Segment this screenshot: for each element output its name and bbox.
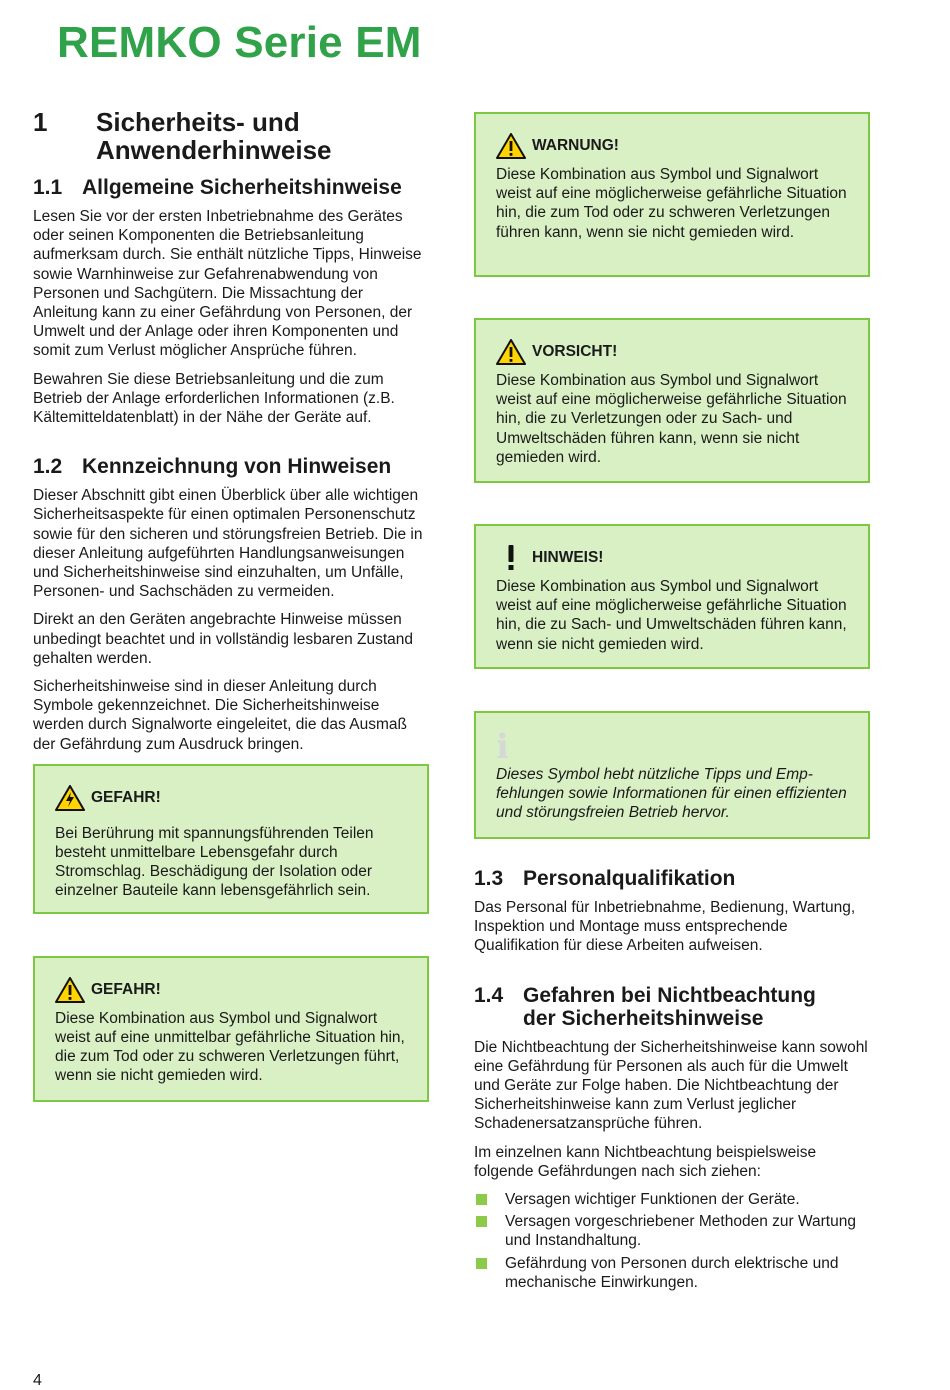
list-item: Versagen wichtiger Funktionen der Geräte. <box>474 1190 870 1209</box>
left-column <box>33 108 429 1102</box>
subsection-number: 1.3 <box>474 867 504 890</box>
notice-box <box>474 524 870 669</box>
warning-box <box>474 112 870 277</box>
box-header <box>55 784 407 812</box>
paragraph: Im einzelnen kann Nichtbeachtung beispielsweise folgende Gefährdungen nach sich ziehen: <box>474 1143 817 1180</box>
subsection-title: Kennzeichnung von Hinweisen <box>82 455 392 479</box>
box-label: GEFAHR! <box>91 788 161 806</box>
subsection-title: Allgemeine Sicherheitshinweise <box>82 176 402 199</box>
subsection-title-line2: der Sicherheitshinweise <box>523 1006 764 1030</box>
subsection-number: 1.2 <box>33 455 63 479</box>
subsection-1-2-heading <box>33 455 429 478</box>
section-title <box>96 108 332 164</box>
list-item: Gefährdung von Personen durch elektrische und mechanische Einwirkungen. <box>474 1254 870 1292</box>
paragraph: Die Nichtbeachtung der Sicherheitshinweise kann sowohl eine Gefährdung für Personen als auch für die Umwelt und Geräte zur Folge haben. Die Nichtbeachtung der Sicherheitshinweise kann zum Verlust jeglicher Schadenersatzansprüche führen. <box>474 1038 868 1133</box>
box-text: Diese Kombination aus Symbol und Signalwort weist auf eine möglicherweise gefährliche Situation hin, die zu Sach- und Umweltschäden führen kann, wenn sie nicht gemieden wird. <box>496 578 847 653</box>
exclamation-icon <box>496 544 532 572</box>
subsection-1-4-heading <box>474 984 870 1030</box>
warning-triangle-icon <box>496 132 532 160</box>
subsection-1-1-heading <box>33 176 429 199</box>
box-label: WARNUNG! <box>532 137 619 154</box>
box-header <box>496 132 848 160</box>
subsection-number: 1.1 <box>33 176 63 199</box>
subsection-title <box>523 984 816 1030</box>
subsection-1-3-heading <box>474 867 870 890</box>
box-label: HINWEIS! <box>532 549 604 566</box>
caution-box <box>474 318 870 483</box>
box-text: Bei Berührung mit spannungsführenden Teilen besteht unmittelbare Lebensgefahr durch Stromschlag. Beschädigung der Isolation oder einzelner Bauteile kann lebensgefährlich sein. <box>55 824 374 900</box>
box-text: Diese Kombination aus Symbol und Signalwort weist auf eine möglicherweise gefährliche Situation hin, die zum Tod oder zu schweren Verletzungen führen kann, wenn sie nicht gemieden wird. <box>496 166 847 241</box>
page-number: 4 <box>33 1372 42 1389</box>
electric-hazard-icon <box>55 784 91 812</box>
subsection-title: Personalqualifikation <box>523 867 736 890</box>
right-column <box>474 112 870 1295</box>
box-header <box>496 338 848 366</box>
list-item: Versagen vorgeschriebener Methoden zur Wartung und Instandhaltung. <box>474 1212 870 1250</box>
section-1-heading <box>33 108 429 164</box>
section-title-line1: Sicherheits- und <box>96 107 300 137</box>
box-header <box>55 976 407 1004</box>
info-box <box>474 711 870 839</box>
box-text: Diese Kombination aus Symbol und Signalwort weist auf eine unmittelbar gefährliche Situation hin, die zum Tod oder zu schweren Verletzungen führt, wenn sie nicht gemieden wird. <box>55 1009 405 1085</box>
box-header <box>496 727 848 767</box>
section-title-line2: Anwenderhinweise <box>96 135 332 165</box>
warning-triangle-icon <box>55 976 91 1004</box>
danger-electric-box <box>33 764 429 914</box>
paragraph: Lesen Sie vor der ersten Inbetriebnahme des Gerätes oder seinen Komponenten die Betriebsanleitung aufmerksam durch. Sie enthält nützliche Tipps, Hinweise sowie Warnhinweise zur Gefahrenabwendung von Personen und Sachgütern. Die Missachtung der Anleitung kann zu einer Gefährdung von Personen, der Umwelt und der Anlage oder ihren Komponenten und somit zum Verlust möglicher Ansprüche führen. <box>33 208 422 360</box>
box-text: Diese Kombination aus Symbol und Signalwort weist auf eine möglicherweise gefährliche Situation hin, die zu Verletzungen oder zu Sach- und Umweltschäden führen kann, wenn sie nicht gemieden wird. <box>496 372 847 466</box>
paragraph: Bewahren Sie diese Betriebsanleitung und die zum Betrieb der Anlage erforderlichen Informationen (z.B. Kältemitteldatenblatt) in der Nähe der Geräte auf. <box>33 370 395 427</box>
bullet-square-icon <box>476 1258 487 1269</box>
paragraph: Direkt an den Geräten angebrachte Hinweise müssen unbedingt beachtet und in vollständig lesbaren Zustand gehalten werden. <box>33 611 414 667</box>
page-title: REMKO Serie EM <box>57 18 422 67</box>
warning-triangle-icon <box>496 338 532 366</box>
subsection-number: 1.4 <box>474 983 504 1007</box>
info-icon: i <box>496 727 509 767</box>
bullet-square-icon <box>476 1194 487 1205</box>
section-number: 1 <box>33 107 48 137</box>
paragraph: Das Personal für Inbetriebnahme, Bedienung, Wartung, Inspektion und Montage muss entsprechende Qualifikation für diese Arbeiten aufweisen. <box>474 899 856 955</box>
box-header <box>496 544 848 572</box>
subsection-title-line1: Gefahren bei Nichtbeachtung <box>523 983 816 1007</box>
hazard-list <box>474 1190 870 1292</box>
paragraph: Sicherheitshinweise sind in dieser Anleitung durch Symbole gekennzeichnet. Die Sicherheitshinweise werden durch Signalworte eingeleitet, die das Ausmaß der Gefährdung zum Ausdruck bringen. <box>33 678 407 753</box>
box-label: GEFAHR! <box>91 980 161 998</box>
box-text: Dieses Symbol hebt nützliche Tipps und Empfehlungen sowie Informationen für einen effizienten und störungsfreien Betrieb hervor. <box>496 766 847 822</box>
box-label: VORSICHT! <box>532 343 618 360</box>
bullet-square-icon <box>476 1216 487 1227</box>
danger-box <box>33 956 429 1102</box>
paragraph: Dieser Abschnitt gibt einen Überblick über alle wichtigen Sicherheitsaspekte für einen optimalen Personenschutz sowie für den sicheren und störungsfreien Betrieb. Die in dieser Anleitung aufgeführten Handlungsanweisungen und Sicherheitshinweise sind einzuhalten, um Unfälle, Personen- und Sachschäden zu vermeiden. <box>33 487 423 601</box>
